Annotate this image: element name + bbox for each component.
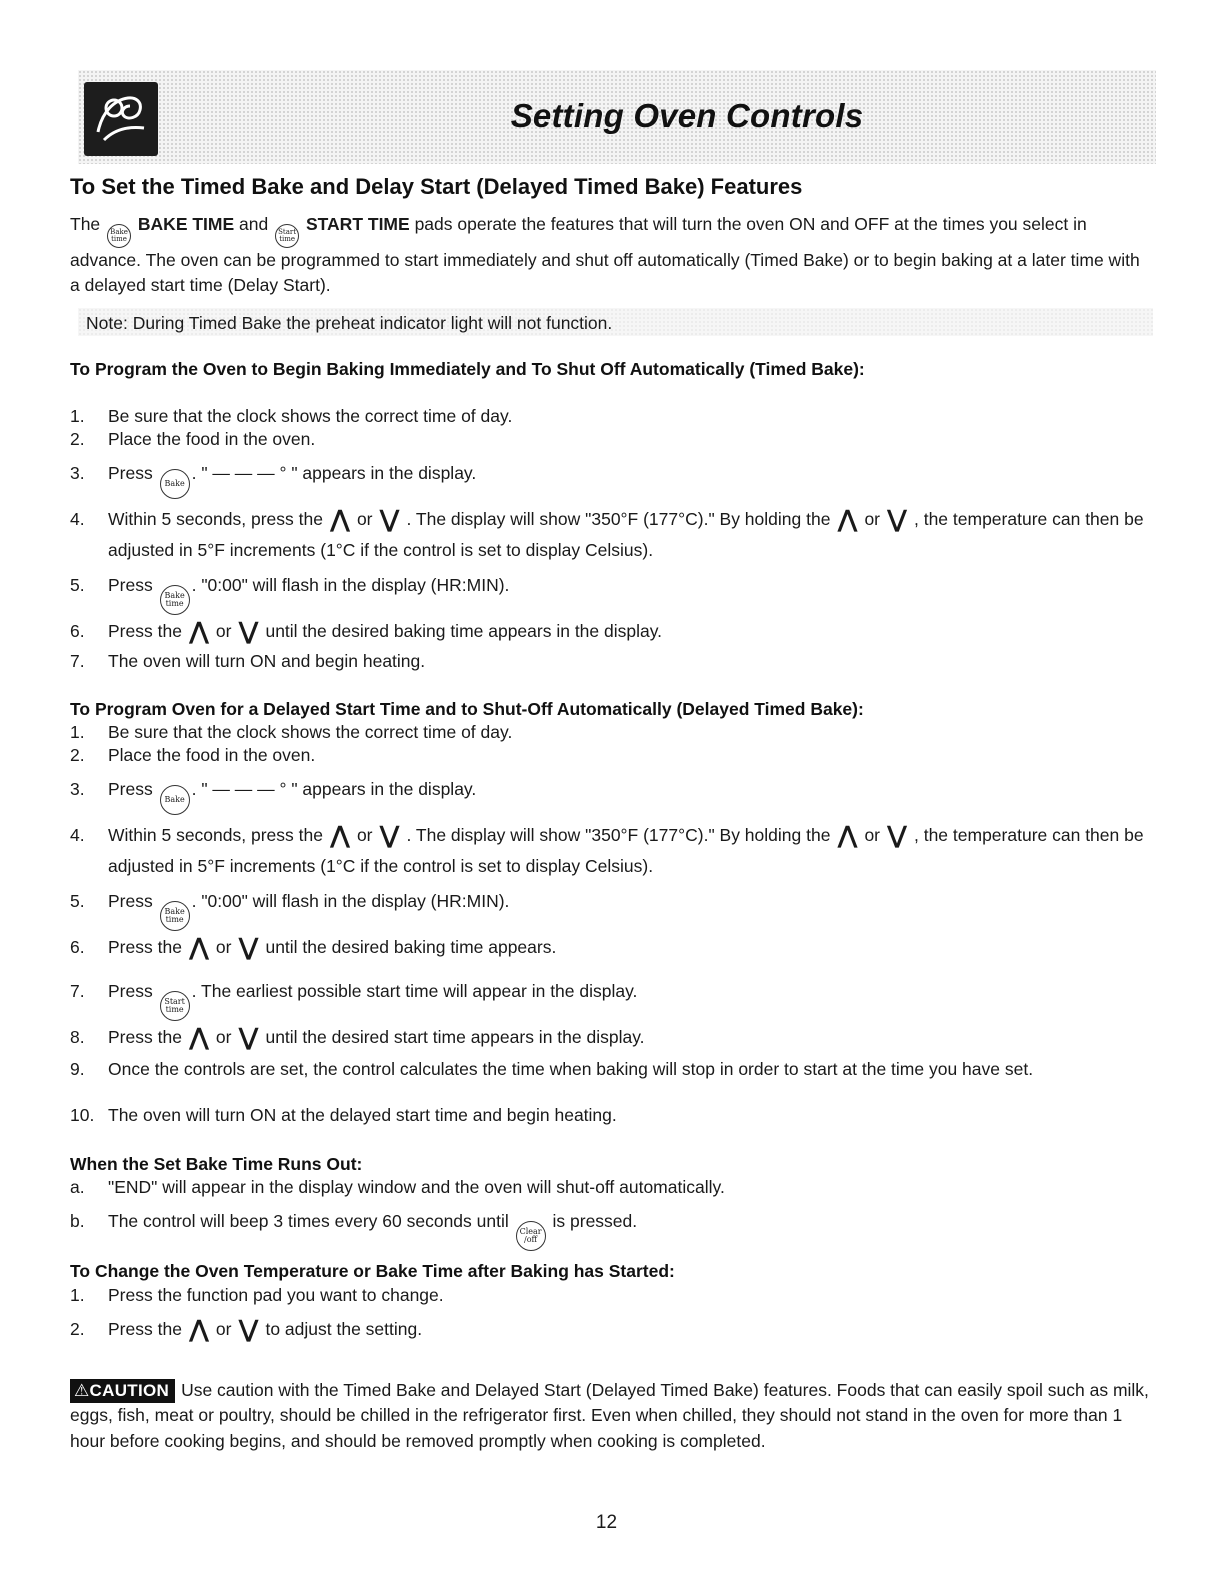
list-item: 7. Press Start time. The earliest possible start time will appear in the display. bbox=[70, 980, 1155, 1026]
bake-pad-icon: Bake bbox=[160, 469, 190, 499]
list-item: 9. Once the controls are set, the control calculates the time when baking will stop in order to start at the time you have set. bbox=[70, 1059, 1034, 1079]
delayed-bake-heading: To Program Oven for a Delayed Start Time and to Shut-Off Automatically (Delayed Timed Bake): bbox=[70, 699, 864, 719]
list-item: 10. The oven will turn ON at the delayed start time and begin heating. bbox=[70, 1105, 617, 1125]
delayed-bake-steps bbox=[70, 721, 1155, 1127]
list-item: a. "END" will appear in the display window and the oven will shut-off automatically. bbox=[70, 1177, 725, 1197]
bake-time-pad-icon: Bake time bbox=[107, 224, 131, 248]
timed-bake-heading: To Program the Oven to Begin Baking Immediately and To Shut Off Automatically (Timed Bake): bbox=[70, 359, 865, 379]
bake-time-pad-icon: Bake time bbox=[160, 585, 190, 615]
start-time-pad-icon: Start time bbox=[160, 991, 190, 1021]
intro-text: pads operate the features that will turn the oven ON and OFF at the times you select in advance. The oven can be programmed to start immediately and shut off automatically (Timed Bake) or to begin baking at a later time with a delayed start time (Delay Start). bbox=[70, 214, 1140, 295]
section-title: To Set the Timed Bake and Delay Start (Delayed Timed Bake) Features bbox=[70, 174, 803, 199]
note-box: Note: During Timed Bake the preheat indicator light will not function. bbox=[78, 308, 1153, 336]
list-item: 2. Place the food in the oven. bbox=[70, 429, 316, 449]
caution-text: Use caution with the Timed Bake and Delayed Start (Delayed Timed Bake) features. Foods that can easily spoil such as milk, eggs, fish, meat or poultry, should be chilled in the refrigerator first. Even when chilled, they should not stand in the oven for more than 1 hour before cooking begins, and should be removed promptly when cooking is completed. bbox=[70, 1380, 1149, 1451]
list-item: 3. Press Bake. " — — — ° " appears in the display. bbox=[70, 778, 1155, 820]
list-item: b. The control will beep 3 times every 60 seconds until Clear /off is pressed. bbox=[70, 1210, 1155, 1240]
page-number: 12 bbox=[595, 1512, 618, 1533]
runs-out-steps bbox=[70, 1176, 1155, 1244]
list-item: 1. Be sure that the clock shows the correct time of day. bbox=[70, 722, 513, 742]
list-item: 6. Press the ⋀ or ⋁ until the desired baking time appears in the display. bbox=[70, 617, 663, 645]
start-time-label: START TIME bbox=[305, 214, 410, 234]
list-item: 3. Press Bake. " — — — ° " appears in the display. bbox=[70, 462, 1155, 504]
list-item: 2. Press the ⋀ or ⋁ to adjust the setting. bbox=[70, 1315, 423, 1343]
timed-bake-steps bbox=[70, 405, 1155, 673]
list-item: 6. Press the ⋀ or ⋁ until the desired baking time appears. bbox=[70, 933, 557, 961]
list-item: 4. Within 5 seconds, press the ⋀ or ⋁ . The display will show "350°F (177°C)." By holding the ⋀ or ⋁ , the temperature can then be adjusted in 5°F increments (1°C if the control is set to display Celsius). bbox=[70, 505, 1144, 560]
intro-text: and bbox=[239, 214, 269, 234]
page-title: Setting Oven Controls bbox=[510, 97, 864, 134]
bake-pad-icon: Bake bbox=[160, 785, 190, 815]
list-item: 7. The oven will turn ON and begin heating. bbox=[70, 651, 426, 671]
intro-text: The bbox=[70, 214, 101, 234]
runs-out-heading: When the Set Bake Time Runs Out: bbox=[70, 1154, 363, 1174]
list-item: 2. Place the food in the oven. bbox=[70, 745, 316, 765]
bake-time-label: BAKE TIME bbox=[137, 214, 235, 234]
start-time-pad-icon: Start time bbox=[275, 224, 299, 248]
clear-off-pad-icon: Clear /off bbox=[516, 1221, 546, 1251]
list-item: 8. Press the ⋀ or ⋁ until the desired start time appears in the display. bbox=[70, 1023, 645, 1051]
caution-badge: ⚠CAUTION bbox=[70, 1379, 175, 1403]
bake-time-pad-icon: Bake time bbox=[160, 901, 190, 931]
list-item: 1. Be sure that the clock shows the correct time of day. bbox=[70, 406, 513, 426]
list-item: 4. Within 5 seconds, press the ⋀ or ⋁ . The display will show "350°F (177°C)." By holding the ⋀ or ⋁ , the temperature can then be adjusted in 5°F increments (1°C if the control is set to display Celsius). bbox=[70, 821, 1144, 876]
list-item: 5. Press Bake time. "0:00" will flash in the display (HR:MIN). bbox=[70, 890, 1155, 936]
list-item: 1. Press the function pad you want to change. bbox=[70, 1285, 444, 1305]
change-steps bbox=[70, 1284, 1155, 1348]
list-item: 5. Press Bake time. "0:00" will flash in the display (HR:MIN). bbox=[70, 574, 1155, 620]
intro-paragraph bbox=[70, 212, 1150, 298]
header-banner bbox=[78, 70, 1156, 164]
change-heading: To Change the Oven Temperature or Bake Time after Baking has Started: bbox=[70, 1261, 675, 1281]
caution-paragraph bbox=[70, 1378, 1160, 1454]
